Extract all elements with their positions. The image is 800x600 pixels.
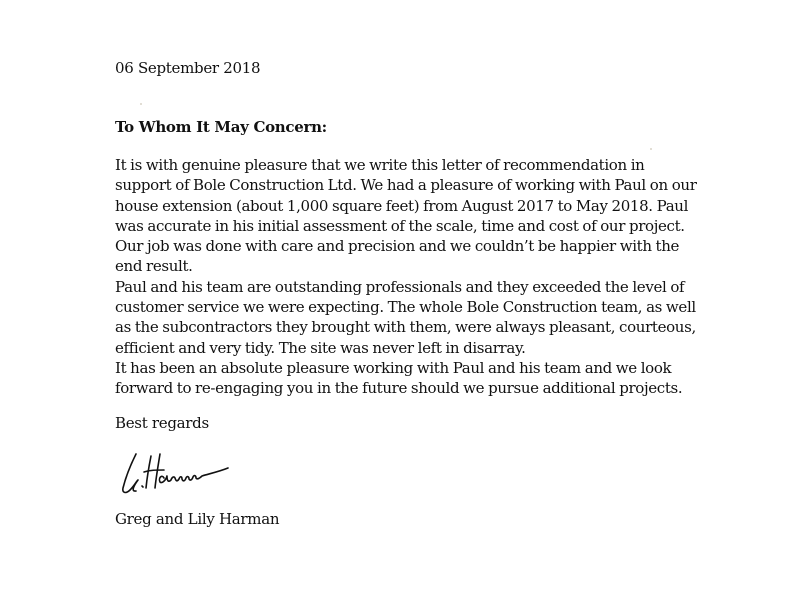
body-line: customer service we were expecting. The whole Bole Construction team, as well	[115, 298, 696, 317]
scan-speck	[140, 103, 142, 105]
letter-salutation: To Whom It May Concern:	[115, 118, 327, 136]
scan-speck	[650, 148, 652, 150]
body-line: Paul and his team are outstanding professionals and they exceeded the level of	[115, 277, 685, 296]
body-line: It is with genuine pleasure that we write this letter of recommendation in	[115, 156, 645, 174]
letter-closing: Best regards	[115, 414, 209, 432]
body-line: It has been an absolute pleasure working with Paul and his team and we look	[115, 358, 672, 377]
body-line: house extension (about 1,000 square feet) from August 2017 to May 2018. Paul	[115, 196, 689, 215]
letter-body	[115, 155, 715, 399]
body-line: forward to re-engaging you in the future should we pursue additional projects.	[115, 379, 683, 398]
body-line: as the subcontractors they brought with them, were always pleasant, courteous,	[115, 318, 696, 337]
body-line: was accurate in his initial assessment of the scale, time and cost of our project.	[115, 216, 685, 235]
body-line: efficient and very tidy. The site was never left in disarray.	[115, 338, 526, 357]
signature-icon	[118, 448, 233, 496]
letter-date: 06 September 2018	[115, 59, 261, 77]
body-line: support of Bole Construction Ltd. We had a pleasure of working with Paul on our	[115, 176, 697, 195]
signer-name: Greg and Lily Harman	[115, 510, 280, 528]
body-line: end result.	[115, 257, 193, 276]
body-line: Our job was done with care and precision and we couldn’t be happier with the	[115, 237, 680, 256]
